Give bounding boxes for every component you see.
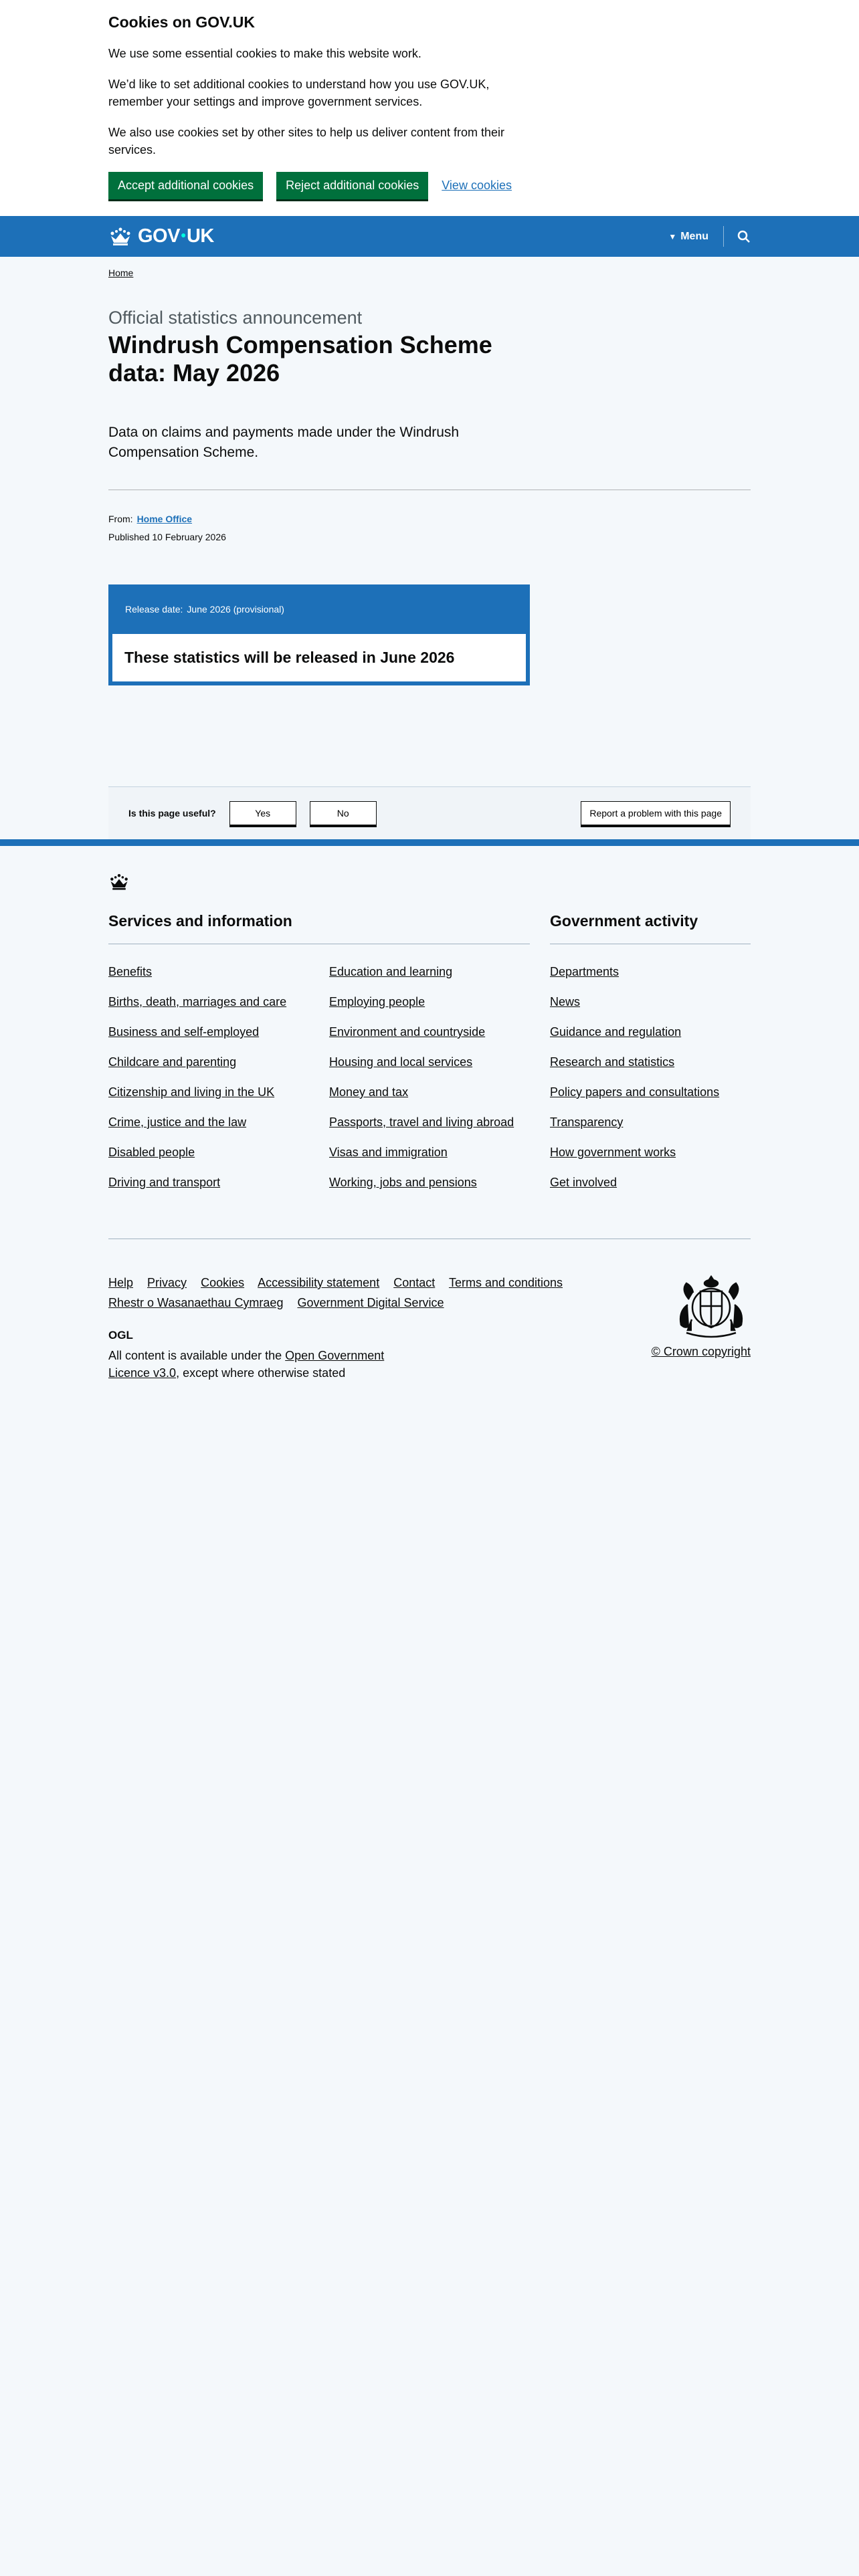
- footer-meta-link[interactable]: Rhestr o Wasanaethau Cymraeg: [108, 1296, 284, 1309]
- publication-meta: [108, 510, 751, 546]
- menu-button[interactable]: [668, 226, 724, 247]
- licence-link[interactable]: Open Government Licence v3.0: [108, 1349, 385, 1380]
- from-label: From:: [108, 514, 133, 524]
- footer-link[interactable]: Guidance and regulation: [550, 1025, 682, 1039]
- footer-meta-link[interactable]: Terms and conditions: [448, 1276, 563, 1289]
- footer-meta-link[interactable]: Government Digital Service: [297, 1296, 444, 1309]
- footer-link[interactable]: Environment and countryside: [329, 1025, 486, 1039]
- footer-link[interactable]: Transparency: [550, 1115, 624, 1129]
- footer-meta-link[interactable]: Accessibility statement: [258, 1276, 380, 1289]
- release-date: [112, 584, 526, 634]
- footer-link[interactable]: Crime, justice and the law: [108, 1115, 247, 1129]
- footer-link[interactable]: Childcare and parenting: [108, 1055, 237, 1069]
- footer-link[interactable]: Visas and immigration: [329, 1146, 448, 1159]
- reject-cookies-button[interactable]: Reject additional cookies: [276, 172, 428, 199]
- feedback-yes-button[interactable]: Yes: [229, 801, 296, 825]
- cookie-banner-text: We’d like to set additional cookies to understand how you use GOV.UK, remember your settings and improve government services.: [108, 78, 490, 108]
- breadcrumb: [108, 257, 751, 278]
- menu-label: Menu: [680, 230, 708, 242]
- crown-copyright-link[interactable]: © Crown copyright: [651, 1345, 751, 1358]
- footer-top-border: [0, 839, 859, 846]
- footer-link[interactable]: Departments: [550, 965, 619, 978]
- footer-link[interactable]: Housing and local services: [329, 1055, 473, 1069]
- footer-link[interactable]: Research and statistics: [550, 1055, 675, 1069]
- cookie-banner: [0, 0, 859, 216]
- release-box: [108, 584, 530, 685]
- footer-link[interactable]: Business and self-employed: [108, 1025, 260, 1039]
- crown-icon: [108, 873, 751, 895]
- footer-meta-link[interactable]: Cookies: [201, 1276, 245, 1289]
- cookie-banner-title: Cookies on GOV.UK: [108, 13, 255, 31]
- footer-link[interactable]: Passports, travel and living abroad: [329, 1115, 514, 1129]
- organisation-link[interactable]: Home Office: [136, 514, 193, 524]
- page-caption: Official statistics announcement: [108, 308, 363, 328]
- royal-coat-of-arms-icon: [672, 1273, 751, 1339]
- footer-meta-link[interactable]: Help: [108, 1276, 134, 1289]
- feedback-question: Is this page useful?: [128, 808, 216, 819]
- footer-link[interactable]: Get involved: [550, 1176, 617, 1189]
- logo-text-uk: UK: [186, 225, 214, 247]
- cookie-banner-text: We use some essential cookies to make this website work.: [108, 47, 421, 60]
- search-icon: [737, 230, 751, 243]
- footer-meta-link[interactable]: Privacy: [147, 1276, 187, 1289]
- page-title: Windrush Compensation Scheme data: May 2026: [108, 331, 492, 387]
- footer-link[interactable]: News: [550, 995, 581, 1008]
- footer-meta-link[interactable]: Contact: [393, 1276, 436, 1289]
- ogl-logo: [108, 1329, 617, 1344]
- footer-link[interactable]: Policy papers and consultations: [550, 1085, 720, 1099]
- site-header: [0, 216, 859, 257]
- search-button[interactable]: [724, 230, 751, 243]
- footer-meta-links: [108, 1273, 617, 1313]
- footer-link[interactable]: Births, death, marriages and care: [108, 995, 287, 1008]
- breadcrumb-home-link[interactable]: Home: [108, 267, 134, 278]
- cookie-banner-text: We also use cookies set by other sites to help us deliver content from their services.: [108, 126, 504, 156]
- chevron-down-icon: ▼: [668, 231, 677, 241]
- govuk-logo[interactable]: [108, 225, 214, 247]
- accept-cookies-button[interactable]: Accept additional cookies: [108, 172, 263, 199]
- footer-government-activity: [550, 912, 751, 1205]
- logo-dot: ●: [180, 229, 186, 240]
- main-content: [108, 257, 751, 839]
- site-footer: [0, 846, 859, 1382]
- logo-text-gov: GOV: [138, 225, 180, 247]
- licence-post: , except where otherwise stated: [176, 1366, 346, 1380]
- footer-link[interactable]: Working, jobs and pensions: [329, 1176, 477, 1189]
- report-problem-button[interactable]: Report a problem with this page: [581, 801, 731, 825]
- licence-pre: All content is available under the: [108, 1349, 286, 1362]
- release-message: These statistics will be released in June 2026: [112, 634, 526, 681]
- footer-gov-heading: Government activity: [550, 912, 751, 944]
- view-cookies-link[interactable]: View cookies: [442, 179, 512, 192]
- footer-link[interactable]: Money and tax: [329, 1085, 409, 1099]
- crown-icon: [108, 227, 132, 247]
- footer-link[interactable]: Disabled people: [108, 1146, 195, 1159]
- release-date-label: Release date:: [125, 604, 183, 615]
- feedback-bar: [108, 786, 751, 839]
- published-date: Published 10 February 2026: [108, 532, 226, 542]
- footer-services: [108, 912, 530, 1205]
- footer-link[interactable]: Benefits: [108, 965, 153, 978]
- svg-text:OGL: OGL: [108, 1329, 133, 1341]
- footer-services-heading: Services and information: [108, 912, 530, 944]
- footer-link[interactable]: Employing people: [329, 995, 425, 1008]
- release-date-value: June 2026 (provisional): [187, 604, 284, 615]
- footer-link[interactable]: Driving and transport: [108, 1176, 221, 1189]
- footer-link[interactable]: How government works: [550, 1146, 676, 1159]
- feedback-no-button[interactable]: No: [310, 801, 377, 825]
- licence-text: [108, 1347, 403, 1382]
- footer-link[interactable]: Citizenship and living in the UK: [108, 1085, 275, 1099]
- footer-link[interactable]: Education and learning: [329, 965, 453, 978]
- page-lead: Data on claims and payments made under the Windrush Compensation Scheme.: [108, 425, 460, 460]
